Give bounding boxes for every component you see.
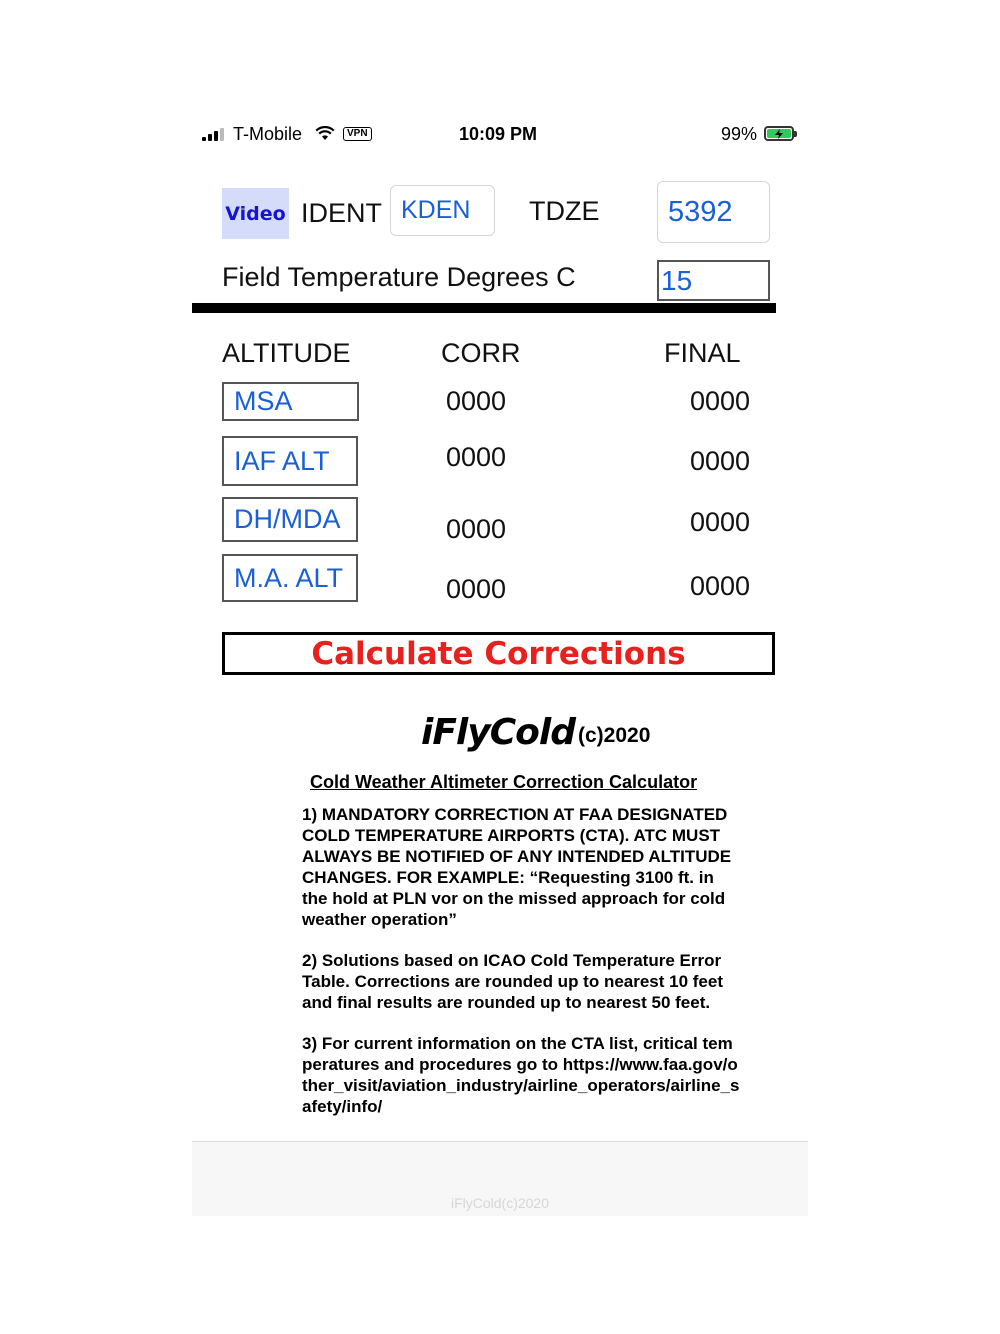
status-time: 10:09 PM [459, 124, 538, 144]
tdze-input[interactable]: 5392 [657, 181, 770, 243]
iaf-alt-corr-value: 0000 [446, 442, 507, 472]
iaf-alt-input[interactable]: IAF ALT [222, 436, 358, 486]
dh-mda-corr-value: 0000 [446, 514, 507, 544]
note-icao-solutions: 2) Solutions based on ICAO Cold Temperature Error Table. Corrections are rounded up to nearest 10 feet and final results are rounded up to nearest 50 feet. [302, 951, 724, 1012]
video-button[interactable]: Video [222, 188, 289, 239]
note-mandatory-correction: 1) MANDATORY CORRECTION AT FAA DESIGNATED COLD TEMPERATURE AIRPORTS (CTA). ATC MUST ALWAYS BE NOTIFIED OF ANY INTENDED ALTITUDE CHANGES. FOR EXAMPLE: “Requesting 3100 ft. in the hold at PLN vor on the missed approach for cold weather operation” [302, 805, 732, 929]
note-cta-information: 3) For current information on the CTA list, critical temperatures and procedures go to https://www.faa.gov/other_visit/aviation_industry/airline_operators/airline_safety/info/ [302, 1034, 740, 1116]
field-temperature-label: Field Temperature Degrees C [222, 262, 576, 292]
vpn-badge: VPN [343, 127, 372, 141]
ident-input[interactable]: KDEN [390, 185, 495, 236]
app-logo-text: iFlyCold [421, 712, 575, 753]
header-divider [192, 303, 776, 313]
ident-label: IDENT [301, 198, 382, 228]
footer-text: iFlyCold(c)2020 [450, 1195, 550, 1211]
iaf-alt-final-value: 0000 [690, 446, 751, 476]
msa-corr-value: 0000 [446, 386, 507, 416]
wifi-icon [315, 126, 335, 146]
msa-final-value: 0000 [690, 386, 751, 416]
carrier-name: T-Mobile [233, 124, 303, 144]
calculate-corrections-button[interactable]: Calculate Corrections [222, 632, 775, 675]
tdze-label: TDZE [529, 196, 600, 226]
dh-mda-input[interactable]: DH/MDA [222, 497, 358, 542]
ma-alt-final-value: 0000 [690, 571, 751, 601]
copyright-text: (c)2020 [578, 724, 651, 747]
altitude-column-header: ALTITUDE [222, 338, 351, 368]
battery-icon [764, 126, 797, 141]
final-column-header: FINAL [664, 338, 741, 368]
dh-mda-final-value: 0000 [690, 507, 751, 537]
app-subtitle: Cold Weather Altimeter Correction Calculator [310, 772, 698, 792]
ma-alt-corr-value: 0000 [446, 574, 507, 604]
ma-alt-input[interactable]: M.A. ALT [222, 554, 358, 602]
field-temperature-input[interactable]: 15 [657, 260, 770, 301]
corr-column-header: CORR [441, 338, 521, 368]
cellular-signal-icon [202, 127, 224, 141]
battery-percent: 99% [721, 124, 758, 144]
msa-input[interactable]: MSA [222, 382, 359, 421]
instructions-text [302, 804, 742, 1137]
